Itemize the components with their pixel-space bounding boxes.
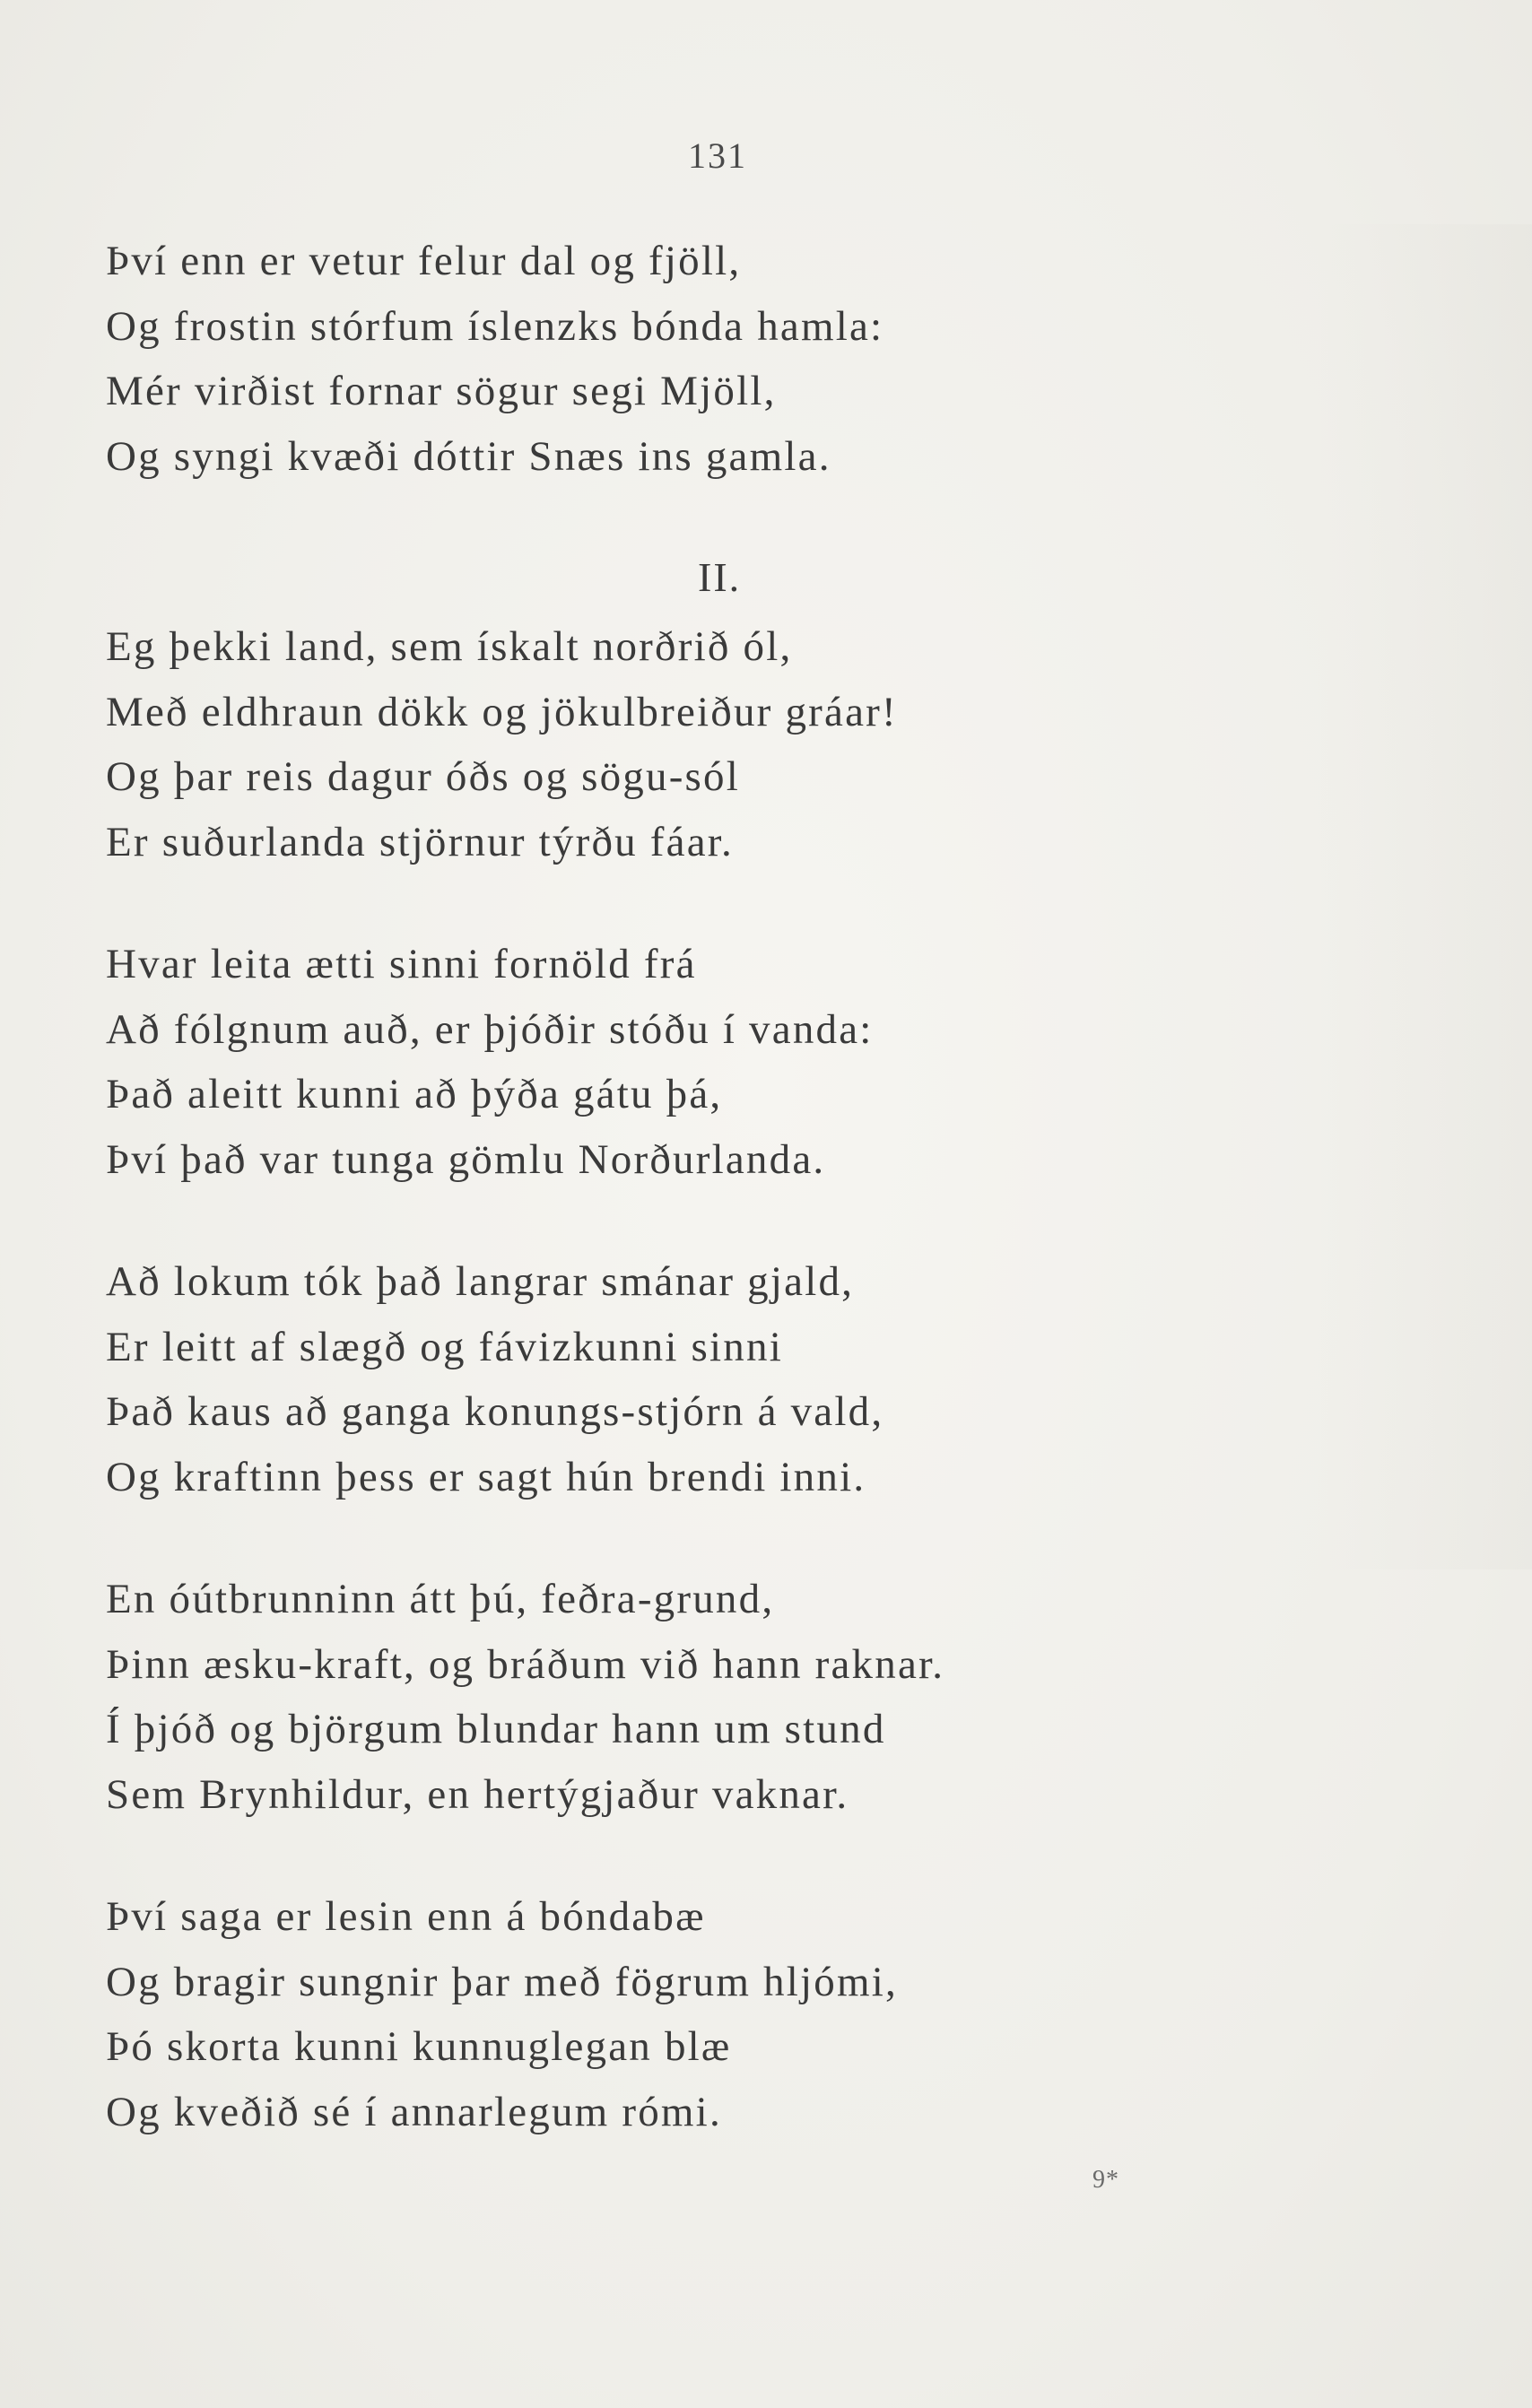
verse-line: Hvar leita ætti sinni fornöld frá	[106, 941, 697, 987]
show-through-shadow	[1317, 224, 1532, 1569]
verse-line: Því saga er lesin enn á bóndabæ	[106, 1893, 706, 1940]
verse-line: Er leitt af slægð og fávizkunni sinni	[106, 1323, 783, 1370]
page-number: 131	[688, 135, 747, 176]
stanza-intro	[106, 229, 1290, 489]
verse-line: Eg þekki land, sem ískalt norðrið ól,	[106, 623, 793, 670]
verse-line: Og frostin stórfum íslenzks bónda hamla:	[106, 302, 884, 350]
stanza-3	[106, 1249, 1290, 1509]
verse-line: Og þar reis dagur óðs og sögu-sól	[106, 753, 741, 800]
poem	[106, 229, 1290, 2202]
stanza-1	[106, 614, 1290, 874]
verse-line: Því það var tunga gömlu Norðurlanda.	[106, 1135, 826, 1183]
verse-line: En óútbrunninn átt þú, feðra-grund,	[106, 1576, 775, 1622]
verse-line: Því enn er vetur felur dal og fjöll,	[106, 238, 742, 284]
verse-line: Og kveðið sé í annarlegum rómi.	[106, 2088, 722, 2135]
section-heading: II.	[698, 554, 742, 600]
verse-line: Og bragir sungnir þar með fögrum hljómi,	[106, 1958, 898, 2005]
signature-mark: 9*	[1092, 2166, 1119, 2194]
stanza-5	[106, 1884, 1290, 2144]
verse-line: Er suðurlanda stjörnur týrðu fáar.	[106, 818, 734, 865]
verse-line: Að lokum tók það langrar smánar gjald,	[106, 1258, 855, 1305]
verse-line: Sem Brynhildur, en hertýgjaður vaknar.	[106, 1770, 849, 1818]
verse-line: Og syngi kvæði dóttir Snæs ins gamla.	[106, 432, 831, 480]
verse-line: Það aleitt kunni að þýða gátu þá,	[106, 1071, 723, 1117]
stanza-2	[106, 932, 1290, 1192]
verse-line: Það kaus að ganga konungs-stjórn á vald,	[106, 1388, 884, 1435]
verse-line: Þó skorta kunni kunnuglegan blæ	[106, 2023, 732, 2070]
verse-line: Og kraftinn þess er sagt hún brendi inni.	[106, 1453, 866, 1500]
verse-line: Í þjóð og björgum blundar hann um stund	[106, 1706, 886, 1752]
verse-line: Þinn æsku-kraft, og bráðum við hann raknar.	[106, 1640, 945, 1688]
verse-line: Mér virðist fornar sögur segi Mjöll,	[106, 368, 777, 414]
stanza-4	[106, 1567, 1290, 1827]
verse-line: Að fólgnum auð, er þjóðir stóðu í vanda:	[106, 1005, 874, 1053]
verse-line: Með eldhraun dökk og jökulbreiður gráar!	[106, 688, 898, 735]
